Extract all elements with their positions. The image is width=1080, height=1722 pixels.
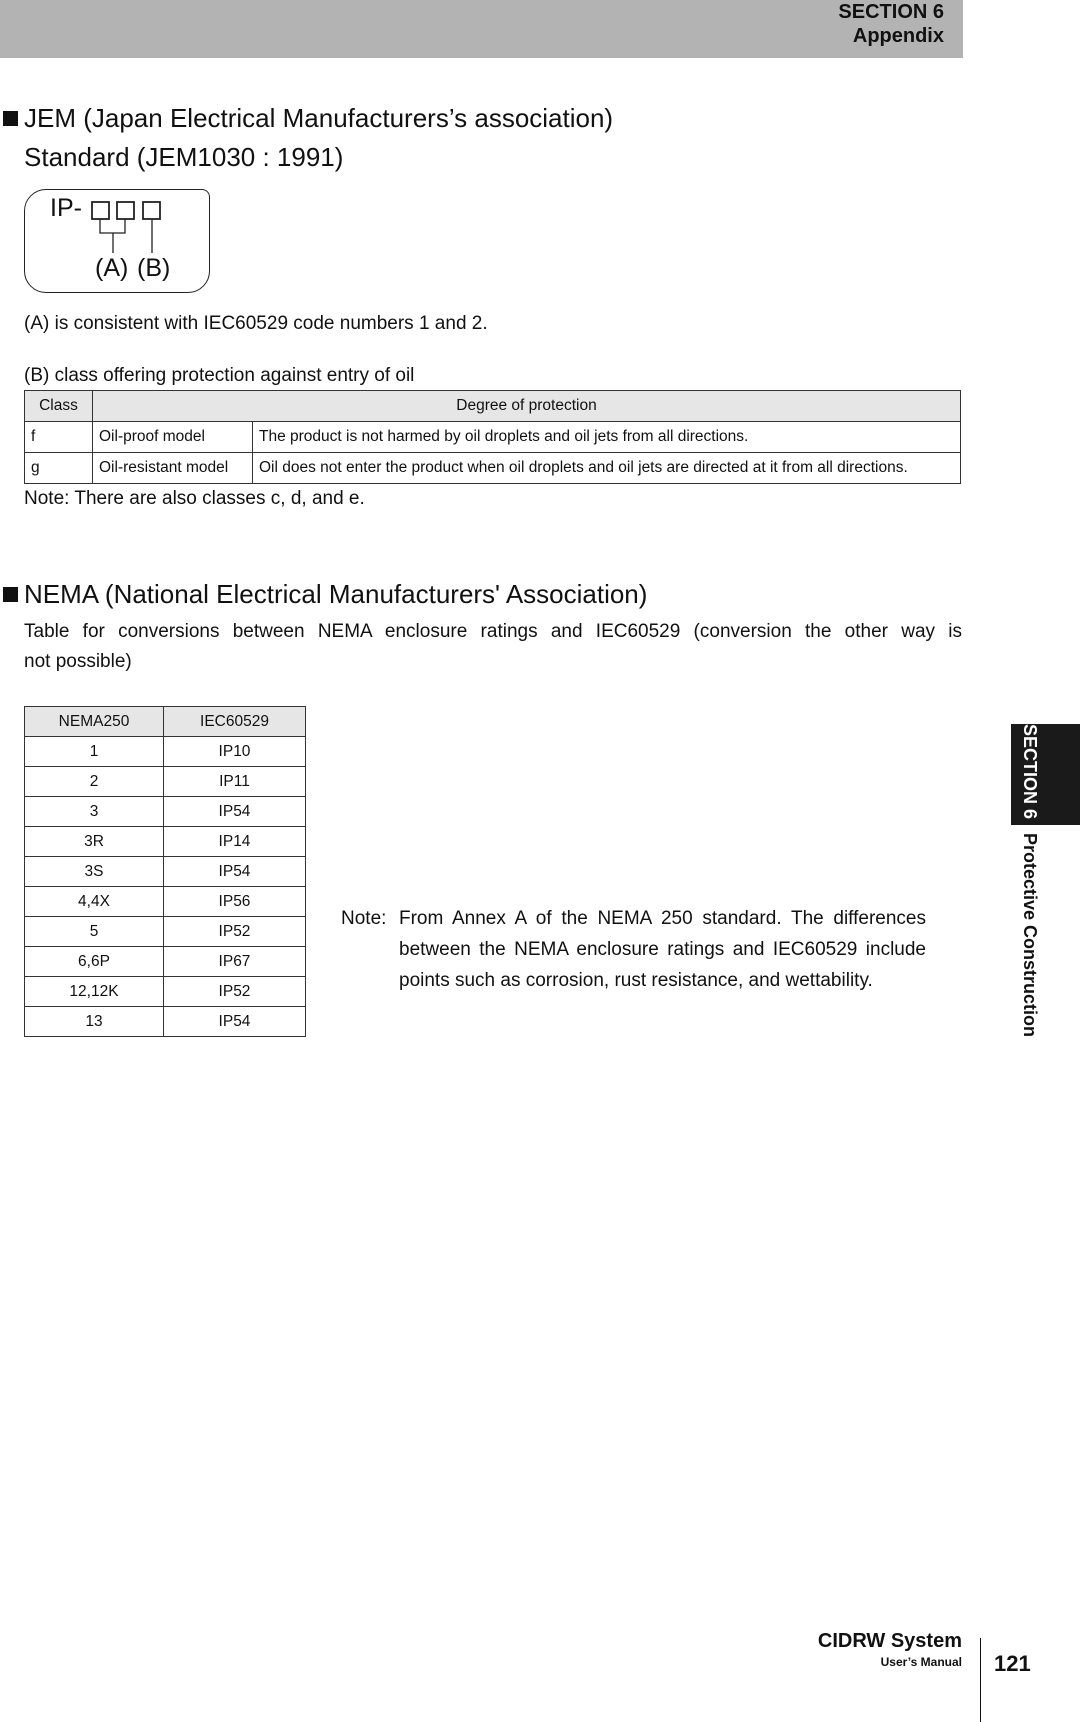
cell-iec: IP11 [164,767,306,797]
table-row [25,977,306,1007]
cell-nema: 6,6P [25,947,164,977]
table-row [25,827,306,857]
cell-class: g [25,453,93,484]
header-section-number: SECTION 6 [838,1,944,23]
footer-divider [980,1638,981,1722]
footer-subtitle: User’s Manual [880,1655,962,1669]
table-row [25,947,306,977]
header-iec: IEC60529 [164,707,306,737]
cell-model: Oil-proof model [93,422,253,453]
cell-iec: IP52 [164,977,306,1007]
header-degree: Degree of protection [93,391,961,422]
nema-intro-line1: Table for conversions between NEMA enclosure ratings and IEC60529 (conversion the other way is [24,621,962,642]
cell-nema: 3S [25,857,164,887]
cell-nema: 5 [25,917,164,947]
table-row [25,453,961,484]
jem-oil-table [24,390,961,484]
side-tab-title: Protective Construction [1020,833,1040,1038]
cell-class: f [25,422,93,453]
cell-iec: IP56 [164,887,306,917]
jem-table-caption: (B) class offering protection against entry of oil [24,365,415,386]
header-nema: NEMA250 [25,707,164,737]
cell-iec: IP67 [164,947,306,977]
side-tab [1013,724,1047,1084]
side-tab-section: SECTION 6 [1020,724,1040,820]
cell-nema: 2 [25,767,164,797]
table-row [25,422,961,453]
cell-nema: 13 [25,1007,164,1037]
cell-nema: 3 [25,797,164,827]
table-row [25,767,306,797]
table-header-row [25,391,961,422]
nema-conversion-table [24,706,306,1037]
table-row [25,797,306,827]
cell-nema: 12,12K [25,977,164,1007]
cell-nema: 4,4X [25,887,164,917]
nema-note-text: From Annex A of the NEMA 250 standard. The differences between the NEMA enclosure ratings and IEC60529 include points such as corrosion, rust resistance, and wettability. [399,908,926,991]
ip-label-a: (A) [95,254,129,282]
table-row [25,1007,306,1037]
cell-iec: IP54 [164,797,306,827]
jem-note-a: (A) is consistent with IEC60529 code numbers 1 and 2. [24,313,488,334]
header-class: Class [25,391,93,422]
nema-note-label: Note: [341,908,387,929]
cell-description: Oil does not enter the product when oil droplets and oil jets are directed at it from all directions. [253,453,961,484]
ip-label-b: (B) [137,254,171,282]
cell-iec: IP54 [164,857,306,887]
table-row [25,737,306,767]
cell-iec: IP54 [164,1007,306,1037]
nema-title: NEMA (National Electrical Manufacturers' Association) [24,579,648,609]
header-chapter: Appendix [852,25,944,47]
cell-description: The product is not harmed by oil droplets and oil jets from all directions. [253,422,961,453]
jem-title-line2: Standard (JEM1030 : 1991) [24,142,344,172]
jem-note: Note: There are also classes c, d, and e. [24,488,365,509]
cell-nema: 1 [25,737,164,767]
header-section [644,0,944,48]
cell-nema: 3R [25,827,164,857]
nema-note [341,903,926,996]
page-number: 121 [994,1651,1031,1676]
cell-model: Oil-resistant model [93,453,253,484]
square-bullet-icon [3,587,18,602]
jem-title-line1: JEM (Japan Electrical Manufacturers’s association) [24,103,614,133]
table-row [25,917,306,947]
footer-brand: CIDRW System [817,1630,962,1652]
cell-iec: IP10 [164,737,306,767]
nema-intro-line2: not possible) [24,651,132,672]
cell-iec: IP14 [164,827,306,857]
ip-prefix: IP- [50,194,82,222]
table-header-row [25,707,306,737]
square-bullet-icon [3,111,18,126]
cell-iec: IP52 [164,917,306,947]
table-row [25,857,306,887]
table-row [25,887,306,917]
